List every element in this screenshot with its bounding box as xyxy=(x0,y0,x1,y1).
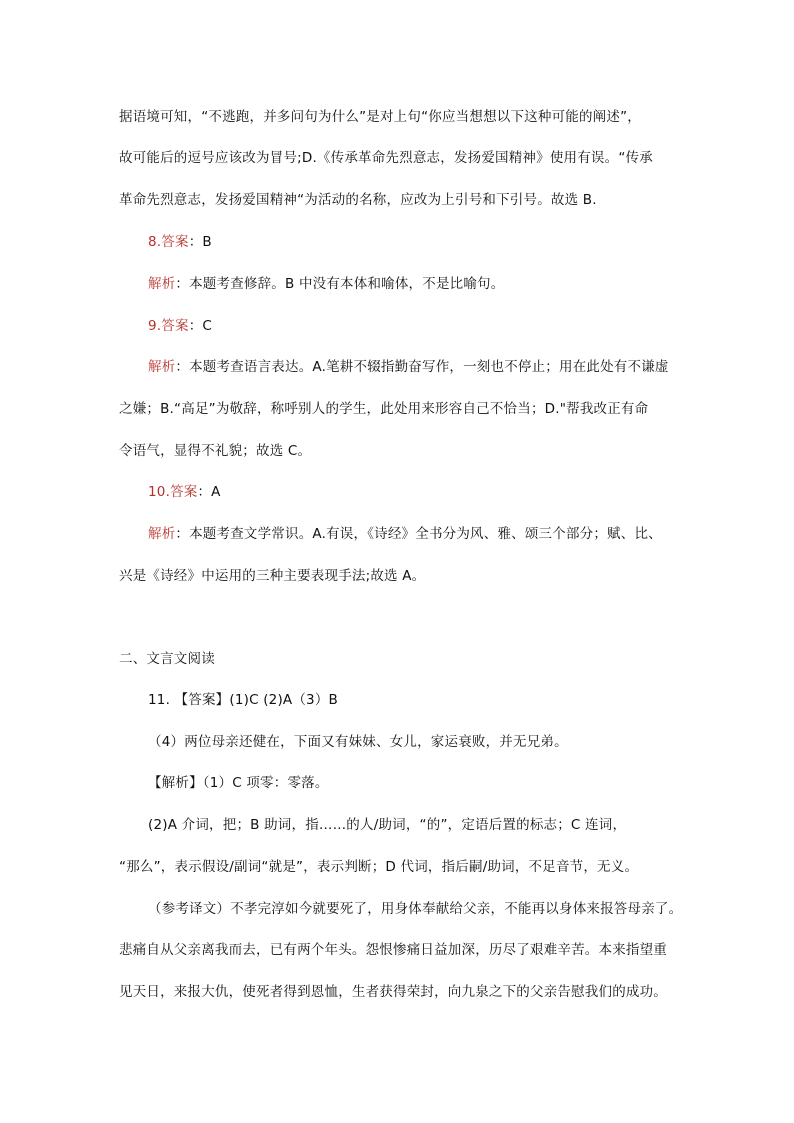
analysis-text: ：本题考查修辞。B 中没有本体和喻体，不是比喻句。 xyxy=(175,276,505,292)
analysis-label: 解析 xyxy=(148,276,176,292)
answer-line-8 xyxy=(148,232,212,252)
question-number: 8. xyxy=(148,234,162,250)
answer-line-10 xyxy=(148,482,221,502)
analysis-line-10 xyxy=(148,524,662,544)
answer-value: ：C xyxy=(188,318,213,334)
answer-label: 答案 xyxy=(170,484,198,500)
analysis-line-9 xyxy=(148,357,669,377)
analysis-label: 解析 xyxy=(148,359,176,375)
answer-value: ：B xyxy=(188,234,212,250)
text-line: 兴是《诗经》中运用的三种主要表现手法;故选 A。 xyxy=(119,568,426,584)
answer-line-9 xyxy=(148,316,212,336)
question-number: 9. xyxy=(148,318,162,334)
section-heading: 二、文言文阅读 xyxy=(119,651,215,667)
translation-line: （参考译文）不孝完淳如今就要死了，用身体奉献给父亲，不能再以身体来报答母亲了。 xyxy=(148,901,683,917)
answer-line-11: 11. 【答案】(1)C (2)A（3）B xyxy=(148,692,339,708)
analysis-line-11: 【解析】（1）C 项零：零落。 xyxy=(148,775,329,791)
text-line: 据语境可知，“不逃跑，并多问句为什么”是对上句“你应当想想以下这种可能的阐述”， xyxy=(119,109,641,125)
answer-label: 答案 xyxy=(161,318,189,334)
text-line: “那么”，表示假设/副词“就是”，表示判断；D 代词，指后嗣/助词，不足音节，无义。 xyxy=(119,859,639,875)
analysis-label: 解析 xyxy=(148,526,176,542)
text-line: 令语气，显得不礼貌；故选 C。 xyxy=(119,443,312,459)
translation-line: 见天日，来报大仇，使死者得到恩恤，生者获得荣封，向九泉之下的父亲告慰我们的成功。 xyxy=(119,984,667,1000)
answer-label: 答案 xyxy=(161,234,189,250)
text-line: (2)A 介词，把；B 助词，指……的人/助词，“的”，定语后置的标志；C 连词， xyxy=(148,817,627,833)
text-line: 革命先烈意志，发扬爱国精神“为活动的名称，应改为上引号和下引号。故选 B. xyxy=(119,192,597,208)
text-line: 之嫌；B.“高足”为敬辞，称呼别人的学生，此处用来形容自己不恰当；D."帮我改正有命 xyxy=(119,401,649,417)
text-line: （4）两位母亲还健在，下面又有妹妹、女儿，家运衰败，并无兄弟。 xyxy=(148,734,568,750)
analysis-text: ：本题考查语言表达。A.笔耕不辍指勤奋写作，一刻也不停止；用在此处有不谦虚 xyxy=(175,359,669,375)
answer-value: ：A xyxy=(197,484,221,500)
question-number: 10. xyxy=(148,484,171,500)
translation-line: 悲痛自从父亲离我而去，已有两个年头。怨恨惨痛日益加深，历尽了艰难辛苦。本来指望重 xyxy=(119,942,667,958)
analysis-text: ：本题考查文学常识。A.有误，《诗经》全书分为风、雅、颂三个部分；赋、比、 xyxy=(175,526,662,542)
analysis-line-8 xyxy=(148,274,504,294)
text-line: 故可能后的逗号应该改为冒号;D.《传承革命先烈意志，发扬爱国精神》使用有误。“传承 xyxy=(119,150,653,166)
